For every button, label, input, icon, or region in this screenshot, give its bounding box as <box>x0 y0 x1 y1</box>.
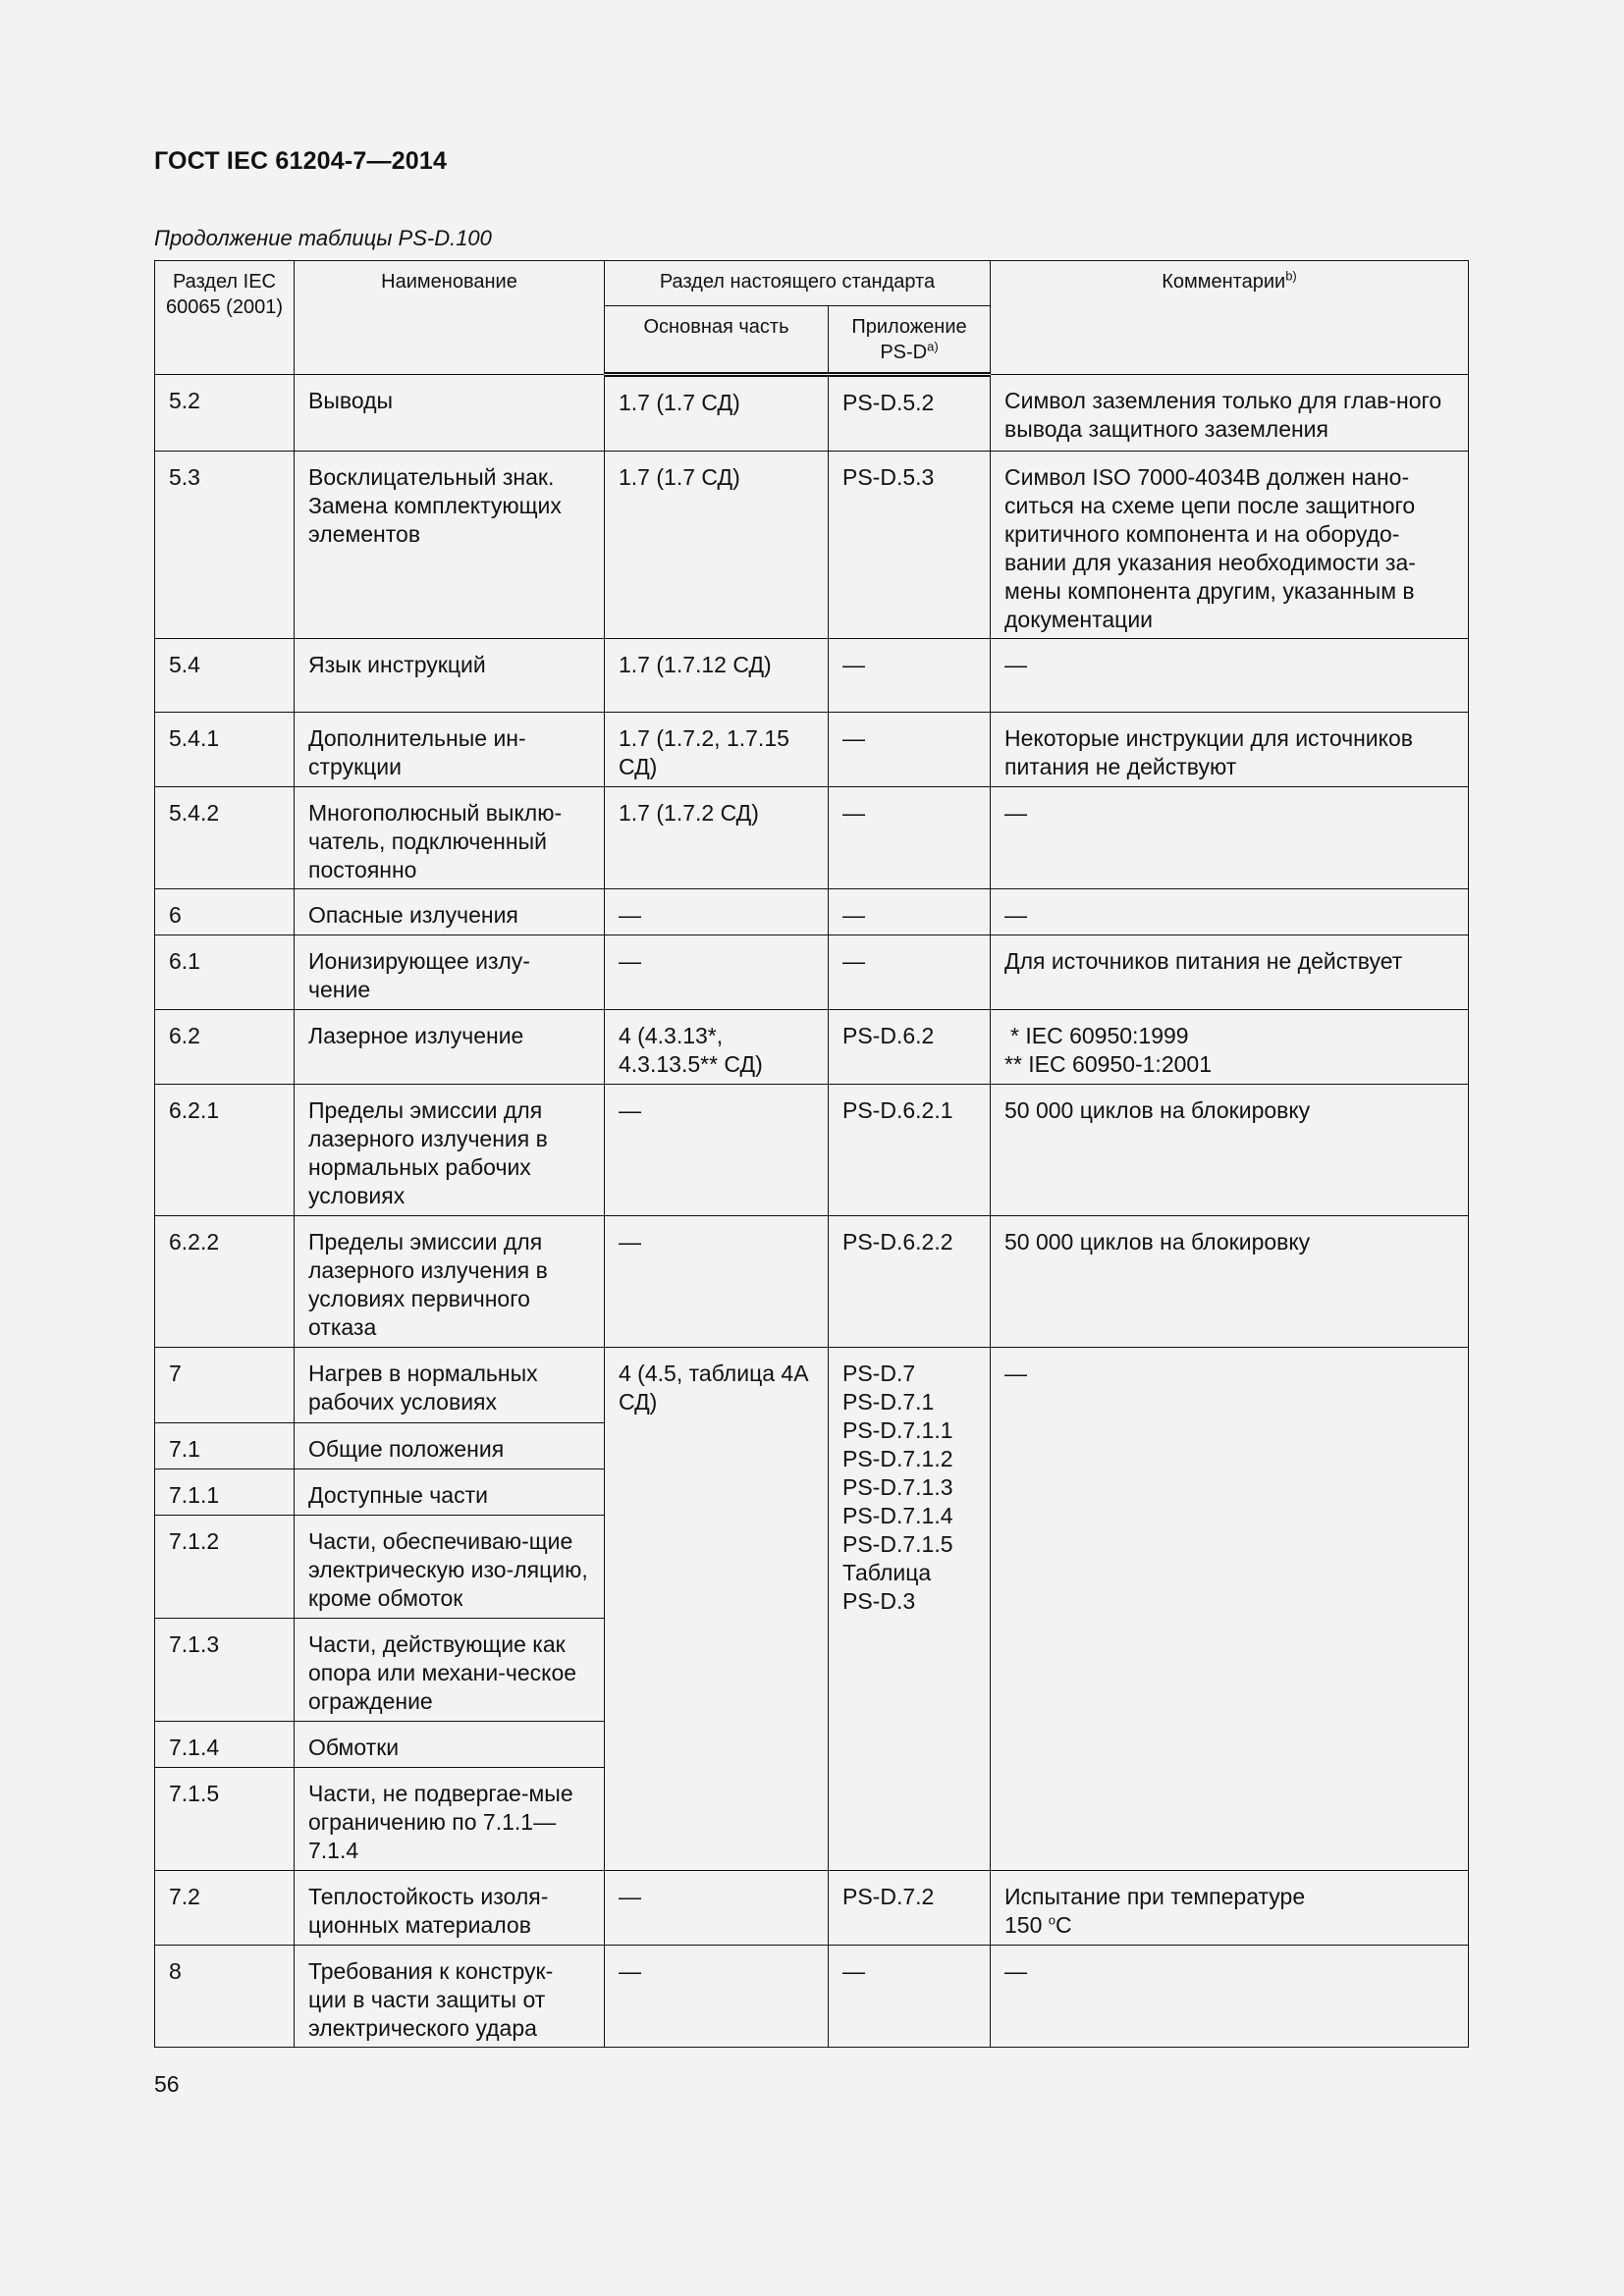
cell-name: Язык инструкций <box>295 639 605 713</box>
cell-annex-merged <box>829 1348 991 1871</box>
cell-name: Восклицательный знак. Замена комплектующих элементов <box>295 452 605 639</box>
cell-name: Части, не подвергае-мые ограничению по 7.1.1—7.1.4 <box>295 1768 605 1871</box>
cell-comment: — <box>991 787 1469 889</box>
table-row <box>155 889 1469 935</box>
cell-main: — <box>605 935 829 1010</box>
table-row <box>155 639 1469 713</box>
cell-annex: — <box>829 787 991 889</box>
cell-comment: 50 000 циклов на блокировку <box>991 1216 1469 1348</box>
cell-name: Ионизирующее излу-чение <box>295 935 605 1010</box>
cell-main: — <box>605 1946 829 2048</box>
cell-section: 7.1.5 <box>155 1768 295 1871</box>
table-row <box>155 452 1469 639</box>
cell-section: 6.1 <box>155 935 295 1010</box>
annex-line: PS-D.7.1.5 <box>842 1531 953 1557</box>
annex-line: PS-D.7.1.1 <box>842 1417 953 1443</box>
cell-name: Выводы <box>295 375 605 452</box>
cell-section: 5.3 <box>155 452 295 639</box>
cell-section: 5.4 <box>155 639 295 713</box>
cell-name: Многополюсный выклю-чатель, подключенный постоянно <box>295 787 605 889</box>
comment-temperature: 150 $^о$С <box>1004 1912 1072 1938</box>
cell-comment: Символ заземления только для глав-ного вывода защитного заземления <box>991 375 1469 452</box>
table-row <box>155 1946 1469 2048</box>
table-row <box>155 713 1469 787</box>
table-row <box>155 375 1469 452</box>
cell-main: — <box>605 1085 829 1216</box>
cell-name: Обмотки <box>295 1722 605 1768</box>
cell-name: Части, обеспечиваю-щие электрическую изо-ляцию, кроме обмоток <box>295 1516 605 1619</box>
cell-section: 7.1.2 <box>155 1516 295 1619</box>
cell-name: Пределы эмиссии для лазерного излучения в условиях первичного отказа <box>295 1216 605 1348</box>
cell-main: 1.7 (1.7.2, 1.7.15 СД) <box>605 713 829 787</box>
table-row <box>155 935 1469 1010</box>
cell-name: Дополнительные ин-струкции <box>295 713 605 787</box>
cell-comment: — <box>991 639 1469 713</box>
cell-section: 7.1.3 <box>155 1619 295 1722</box>
table-caption: Продолжение таблицы PS-D.100 <box>154 226 492 250</box>
cell-annex: PS-D.7.2 <box>829 1871 991 1946</box>
cell-name: Доступные части <box>295 1469 605 1516</box>
cell-section: 7.1 <box>155 1423 295 1469</box>
table-row <box>155 1871 1469 1946</box>
cell-main: — <box>605 1871 829 1946</box>
cell-name: Опасные излучения <box>295 889 605 935</box>
comment-line: Испытание при температуре <box>1004 1884 1306 1909</box>
cell-section: 5.4.2 <box>155 787 295 889</box>
cell-comment: Символ ISO 7000-4034B должен нано-ситься на схеме цепи после защитного критичного компонента и на оборудо-вании для указания необходимости за-мены компонента другим, указанным в документации <box>991 452 1469 639</box>
annex-line: PS-D.7.1 <box>842 1389 935 1415</box>
cell-annex: PS-D.5.3 <box>829 452 991 639</box>
cell-name: Требования к конструк-ции в части защиты от электрического удара <box>295 1946 605 2048</box>
cell-main: 1.7 (1.7 СД) <box>605 452 829 639</box>
cell-main: 1.7 (1.7.12 СД) <box>605 639 829 713</box>
annex-line: PS-D.7.1.4 <box>842 1503 953 1528</box>
cell-comment: Некоторые инструкции для источников питания не действуют <box>991 713 1469 787</box>
cell-main: 1.7 (1.7 СД) <box>605 375 829 452</box>
table-row <box>155 787 1469 889</box>
cell-name: Общие положения <box>295 1423 605 1469</box>
cell-annex: — <box>829 1946 991 2048</box>
cell-comment: 50 000 циклов на блокировку <box>991 1085 1469 1216</box>
standards-table <box>154 260 1469 2048</box>
cell-annex: PS-D.6.2.2 <box>829 1216 991 1348</box>
annex-line: PS-D.7.1.3 <box>842 1474 953 1500</box>
cell-section: 7.1.1 <box>155 1469 295 1516</box>
cell-section: 7 <box>155 1348 295 1423</box>
cell-annex: — <box>829 935 991 1010</box>
cell-name: Теплостойкость изоля-ционных материалов <box>295 1871 605 1946</box>
cell-annex: — <box>829 889 991 935</box>
cell-comment-merged: — <box>991 1348 1469 1871</box>
col-header-main-part: Основная часть <box>605 306 829 375</box>
cell-comment <box>991 1871 1469 1946</box>
annex-line: PS-D.7 <box>842 1361 916 1386</box>
cell-section: 7.1.4 <box>155 1722 295 1768</box>
table-row <box>155 1216 1469 1348</box>
table-row <box>155 1085 1469 1216</box>
col-header-standard-section: Раздел настоящего стандарта <box>605 261 991 306</box>
cell-comment: — <box>991 1946 1469 2048</box>
annex-line: PS-D.7.1.2 <box>842 1446 953 1471</box>
cell-name: Лазерное излучение <box>295 1010 605 1085</box>
table-row <box>155 1010 1469 1085</box>
cell-comment: Для источников питания не действует <box>991 935 1469 1010</box>
table-row <box>155 1348 1469 1423</box>
cell-section: 6 <box>155 889 295 935</box>
cell-section: 5.2 <box>155 375 295 452</box>
col-header-comments: Комментарии$^{b)}$ <box>991 261 1469 375</box>
comment-line: * IEC 60950:1999 <box>1010 1023 1189 1048</box>
cell-main-merged: 4 (4.5, таблица 4А СД) <box>605 1348 829 1871</box>
cell-section: 6.2.2 <box>155 1216 295 1348</box>
cell-annex: PS-D.6.2.1 <box>829 1085 991 1216</box>
cell-section: 5.4.1 <box>155 713 295 787</box>
annex-line: PS-D.3 <box>842 1588 916 1614</box>
cell-main: 1.7 (1.7.2 СД) <box>605 787 829 889</box>
cell-name: Нагрев в нормальных рабочих условиях <box>295 1348 605 1423</box>
annex-line: Таблица <box>842 1560 932 1585</box>
cell-name: Части, действующие как опора или механи-ческое ограждение <box>295 1619 605 1722</box>
comment-line: ** IEC 60950-1:2001 <box>1004 1051 1212 1077</box>
cell-main: — <box>605 889 829 935</box>
cell-section: 6.2.1 <box>155 1085 295 1216</box>
cell-section: 6.2 <box>155 1010 295 1085</box>
col-header-name: Наименование <box>295 261 605 375</box>
cell-section: 7.2 <box>155 1871 295 1946</box>
cell-annex: PS-D.5.2 <box>829 375 991 452</box>
cell-annex: PS-D.6.2 <box>829 1010 991 1085</box>
cell-comment: — <box>991 889 1469 935</box>
cell-annex: — <box>829 639 991 713</box>
col-header-section: Раздел IEC 60065 (2001) <box>155 261 295 375</box>
document-title: ГОСТ IEC 61204-7—2014 <box>154 147 448 175</box>
cell-annex: — <box>829 713 991 787</box>
cell-section: 8 <box>155 1946 295 2048</box>
cell-main: 4 (4.3.13*, 4.3.13.5** СД) <box>605 1010 829 1085</box>
cell-main: — <box>605 1216 829 1348</box>
page-number: 56 <box>154 2071 180 2097</box>
cell-name: Пределы эмиссии для лазерного излучения в нормальных рабочих условиях <box>295 1085 605 1216</box>
col-header-annex: Приложение $PS-D^{a)}$ <box>829 306 991 375</box>
cell-comment <box>991 1010 1469 1085</box>
